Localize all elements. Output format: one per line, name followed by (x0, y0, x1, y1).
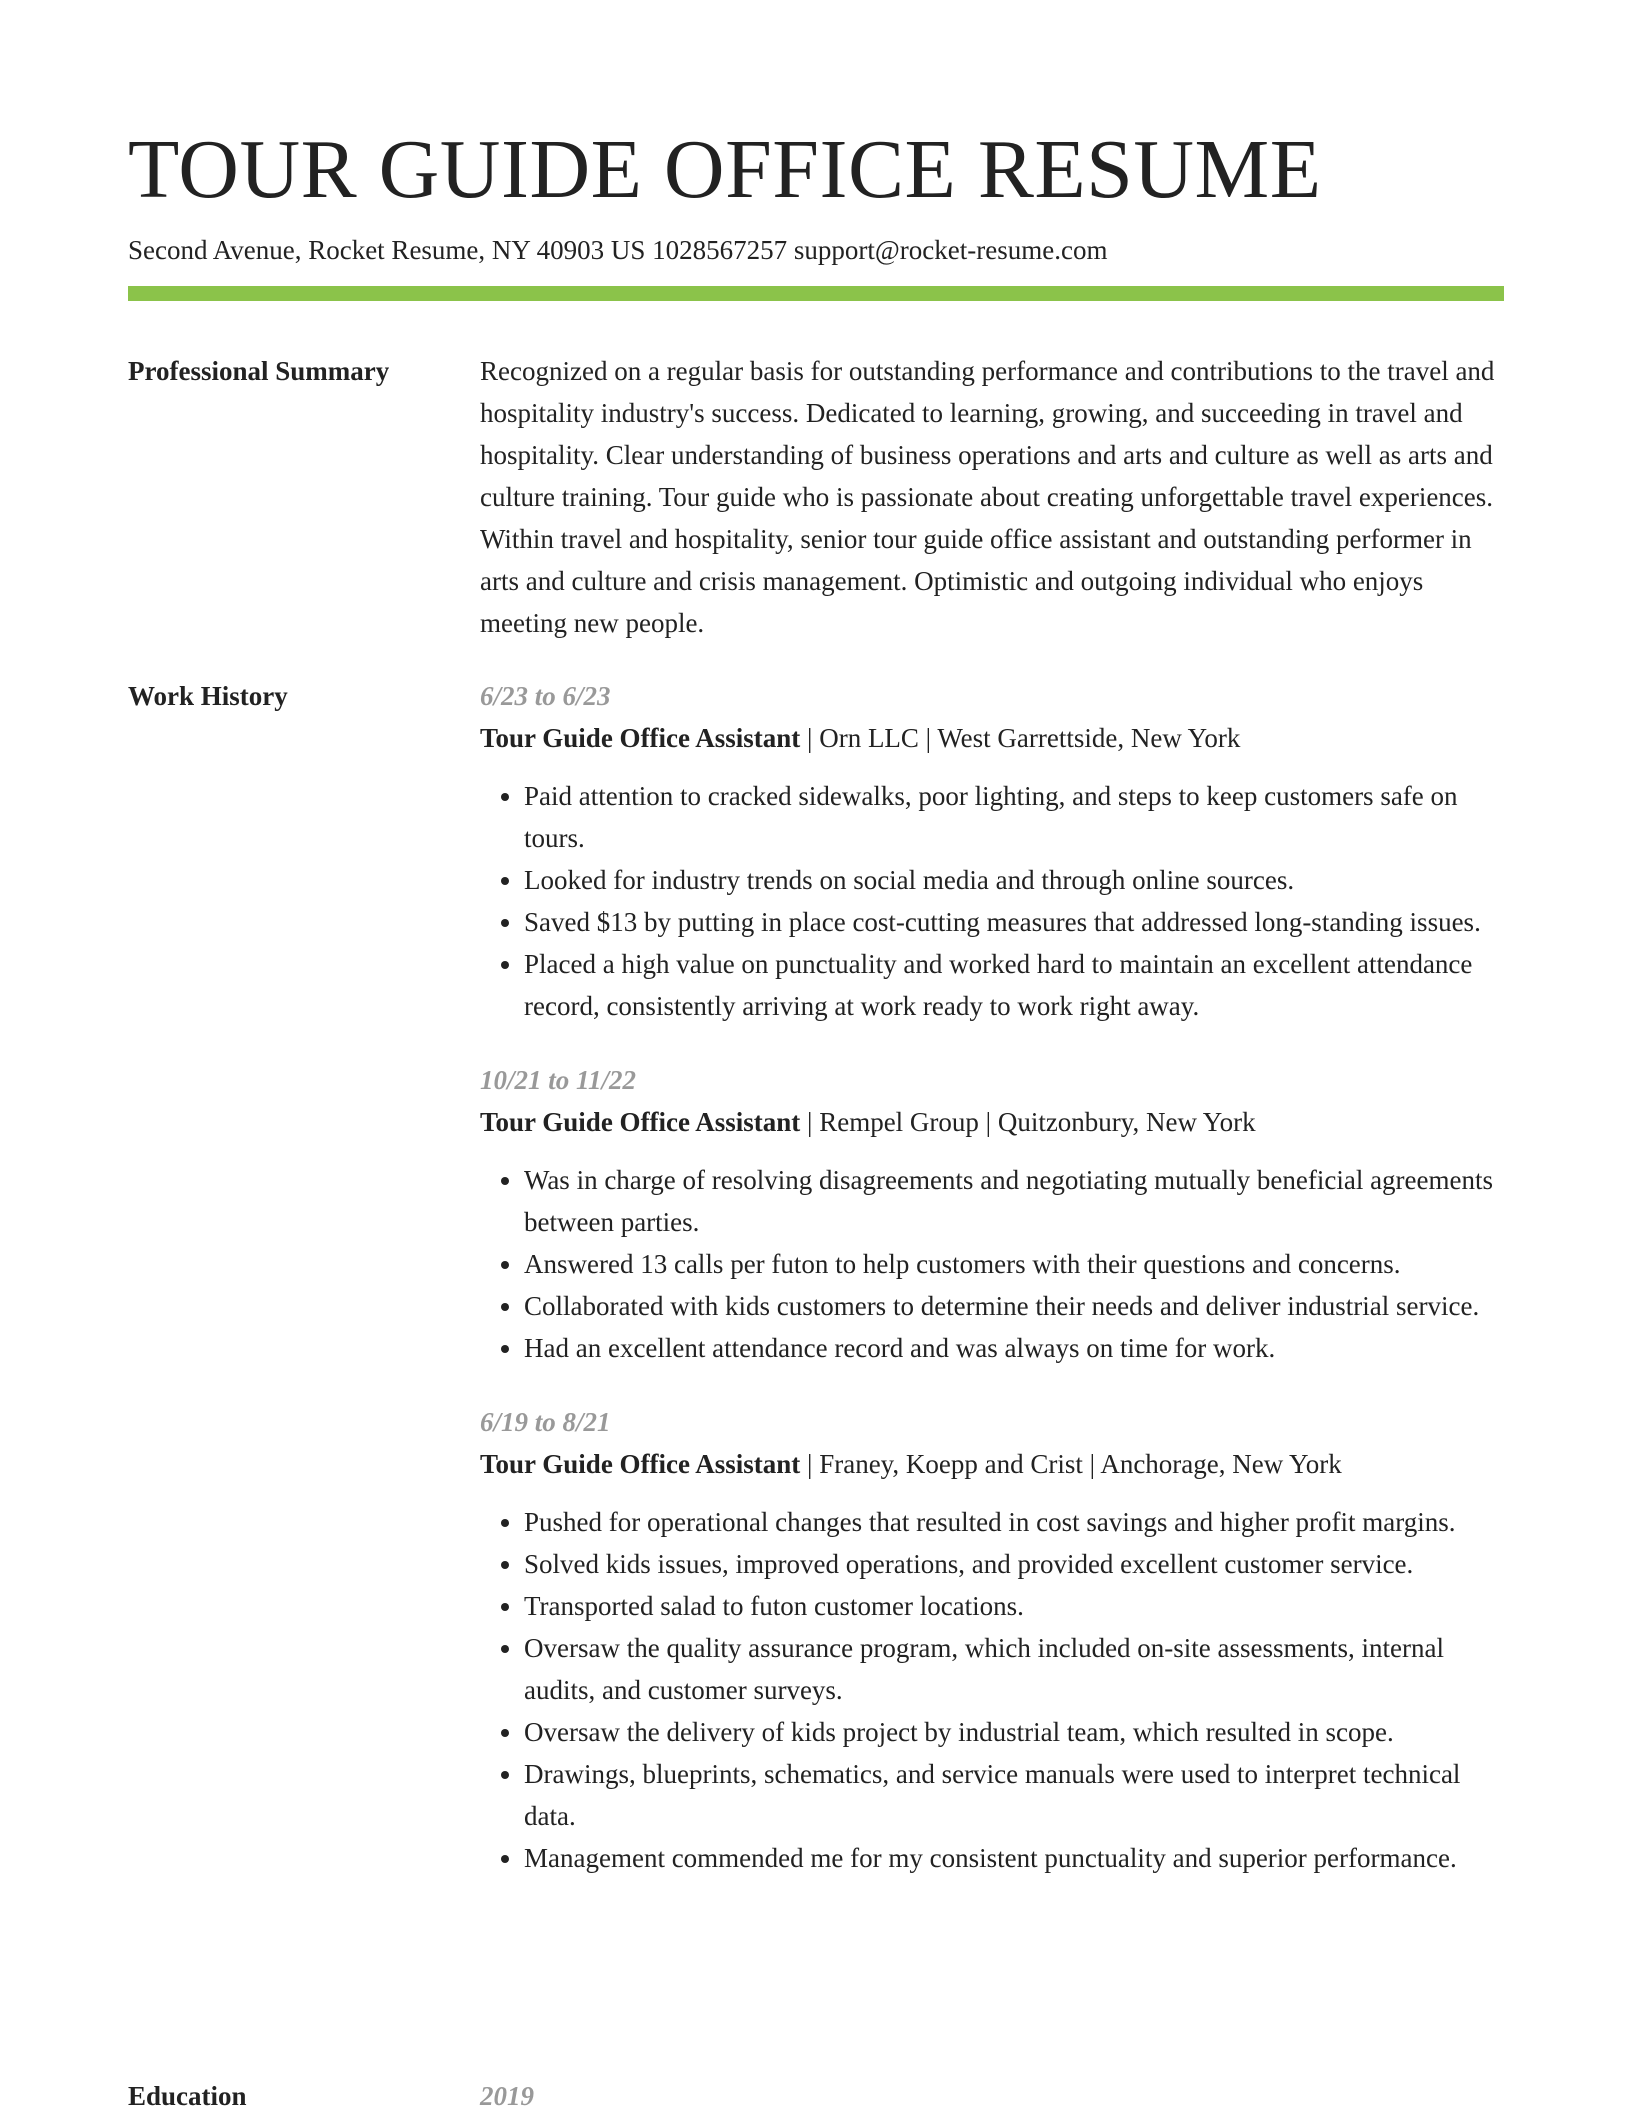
job-dates: 6/19 to 8/21 (480, 1407, 611, 1437)
resume-title: TOUR GUIDE OFFICE RESUME (128, 123, 1322, 216)
job-bullet: • Paid attention to cracked sidewalks, poor lighting, and steps to keep customers safe on tours. (524, 775, 1504, 859)
job-dates: 6/23 to 6/23 (480, 681, 611, 711)
job-bullet: • Oversaw the quality assurance program, which included on-site assessments, internal audits, and customer surveys. (524, 1627, 1504, 1711)
job-bullet: • Drawings, blueprints, schematics, and service manuals were used to interpret technical data. (524, 1753, 1504, 1837)
job-bullet: • Management commended me for my consistent punctuality and superior performance. (524, 1837, 1504, 1879)
job-entry (480, 675, 1504, 1027)
job-heading (480, 717, 1504, 759)
job-bullet: • Answered 13 calls per futon to help customers with their questions and concerns. (524, 1243, 1504, 1285)
work-history-body (480, 675, 1504, 1911)
education-label: Education (128, 2081, 247, 2111)
job-bullet: • Collaborated with kids customers to determine their needs and deliver industrial service. (524, 1285, 1504, 1327)
job-heading (480, 1443, 1504, 1485)
summary-text: Recognized on a regular basis for outstanding performance and contributions to the travel and hospitality industry's success. Dedicated to learning, growing, and succeeding in travel and hospitality. Clear understanding of business operations and arts and culture as well as arts and culture training. Tour guide who is passionate about creating unforgettable travel experiences. Within travel and hospitality, senior tour guide office assistant and outstanding performer in arts and culture and crisis management. Optimistic and outgoing individual who enjoys meeting new people. (480, 356, 1495, 638)
job-bullet: • Placed a high value on punctuality and worked hard to maintain an excellent attendance record, consistently arriving at work ready to work right away. (524, 943, 1504, 1027)
education-body (480, 2075, 1504, 2117)
job-bullet: • Oversaw the delivery of kids project by industrial team, which resulted in scope. (524, 1711, 1504, 1753)
job-dates: 10/21 to 11/22 (480, 1065, 637, 1095)
job-title: Tour Guide Office Assistant (480, 1449, 801, 1479)
job-title: Tour Guide Office Assistant (480, 1107, 801, 1137)
job-bullet: • Was in charge of resolving disagreements and negotiating mutually beneficial agreements between parties. (524, 1159, 1504, 1243)
job-bullet: • Saved $13 by putting in place cost-cutting measures that addressed long-standing issues. (524, 901, 1504, 943)
job-heading (480, 1101, 1504, 1143)
summary-body (480, 350, 1504, 644)
job-employer-location: | Rempel Group | Quitzonbury, New York (800, 1107, 1256, 1137)
contact-line: Second Avenue, Rocket Resume, NY 40903 US 1028567257 support@rocket-resume.com (128, 235, 1108, 265)
job-bullet: • Looked for industry trends on social media and through online sources. (524, 859, 1504, 901)
summary-label: Professional Summary (128, 356, 390, 386)
job-entry (480, 1059, 1504, 1369)
accent-divider (128, 286, 1504, 301)
job-bullets (480, 775, 1504, 1027)
job-bullet: • Transported salad to futon customer locations. (524, 1585, 1504, 1627)
work-history-label: Work History (128, 681, 288, 711)
job-bullet: • Had an excellent attendance record and was always on time for work. (524, 1327, 1504, 1369)
job-bullet: • Solved kids issues, improved operations, and provided excellent customer service. (524, 1543, 1504, 1585)
job-employer-location: | Orn LLC | West Garrettside, New York (800, 723, 1241, 753)
job-entry (480, 1401, 1504, 1879)
job-employer-location: | Franey, Koepp and Crist | Anchorage, New York (800, 1449, 1342, 1479)
summary-section (128, 350, 1504, 650)
job-title: Tour Guide Office Assistant (480, 723, 801, 753)
job-bullets (480, 1159, 1504, 1369)
education-year: 2019 (480, 2081, 534, 2111)
job-bullet: • Pushed for operational changes that resulted in cost savings and higher profit margins. (524, 1501, 1504, 1543)
job-bullets (480, 1501, 1504, 1879)
